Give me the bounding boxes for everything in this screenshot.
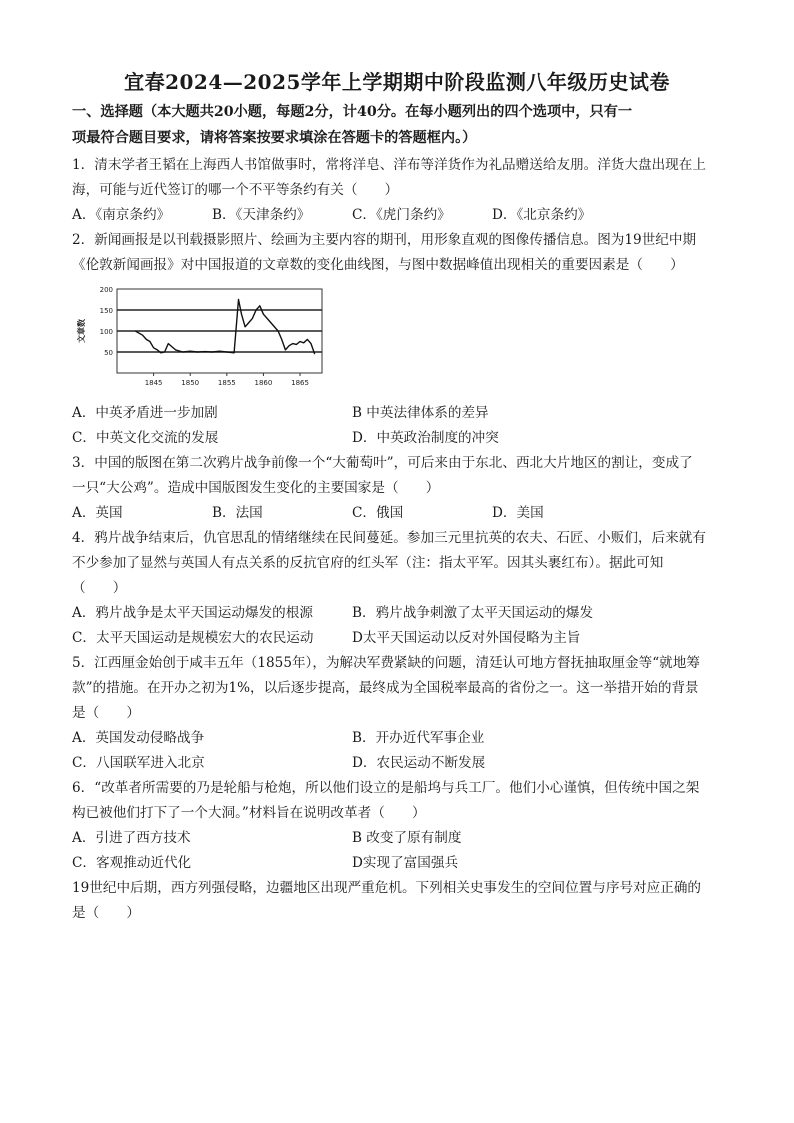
question-1-option-b: B．《天津条约》	[212, 207, 311, 223]
question-1-option-d: D．《北京条约》	[492, 207, 592, 223]
question-3-option-d: D．美国	[492, 505, 544, 521]
question-3-line1: 3．中国的版图在第二次鸦片战争前像一个“大葡萄叶”，可后来由于东北、西北大片地区的割让，变成了	[72, 455, 693, 471]
page-title: 宜春2024—2025学年上学期期中阶段监测八年级历史试卷	[124, 70, 670, 94]
question-2-option-a: A．中英矛盾进一步加剧	[72, 405, 218, 421]
question-2-option-b: B 中英法律体系的差异	[352, 405, 489, 421]
chart-xtick-label: 1850	[181, 379, 200, 387]
chart-ytick-label: 200	[99, 286, 113, 294]
question-4-option-d: D太平天国运动以反对外国侵略为主旨	[352, 630, 581, 646]
question-4-line3: （ ）	[72, 580, 127, 596]
question-5-option-b: B．开办近代军事企业	[352, 730, 485, 746]
chart-xtick-label: 1855	[217, 379, 236, 387]
section-heading-line1: 一、选择题（本大题共20小题，每题2分，计40分。在每小题列出的四个选项中，只有一	[72, 104, 633, 120]
chart-ytick-label: 100	[99, 328, 113, 336]
question-3-line2: 一只“大公鸡”。造成中国版图发生变化的主要国家是（ ）	[72, 480, 440, 496]
section-heading-line2: 项最符合题目要求，请将答案按要求填涂在答题卡的答题框内。）	[72, 130, 477, 146]
question-2-option-d: D．中英政治制度的冲突	[352, 430, 499, 446]
question-7-line2: 是（ ）	[72, 905, 140, 921]
article-count-chart	[72, 283, 332, 398]
question-3-option-a: A．英国	[72, 505, 123, 521]
question-3-option-b: B．法国	[212, 505, 263, 521]
question-5-option-d: D．农民运动不断发展	[352, 755, 486, 771]
question-6-line2: 构已被他们打下了一个大洞。”材料旨在说明改革者（ ）	[72, 805, 426, 821]
chart-xtick-label: 1865	[291, 379, 309, 387]
question-1-option-a: A．《南京条约》	[72, 207, 171, 223]
question-6-line1: 6．“改革者所需要的乃是轮船与枪炮，所以他们设立的是船坞与兵工厂。他们小心谨慎，但传统中国之架	[72, 780, 700, 796]
question-1-line1: 1．清末学者王韬在上海西人书馆做事时，常将洋皂、洋布等洋货作为礼品赠送给友朋。洋货大盘出现在上	[72, 157, 706, 173]
question-4-option-b: B．鸦片战争刺激了太平天国运动的爆发	[352, 605, 594, 621]
chart-ytick-label: 50	[104, 349, 113, 357]
question-4-line2: 不少参加了显然与英国人有点关系的反抗官府的红头军（注：指太平军。因其头裹红布）。据此可知	[72, 555, 664, 571]
question-2-option-c: C．中英文化交流的发展	[72, 430, 219, 446]
question-5-option-c: C．八国联军进入北京	[72, 755, 205, 771]
question-1-option-c: C．《虎门条约》	[352, 207, 451, 223]
chart-ylabel: 文章数	[77, 319, 86, 343]
question-5-line2: 款”的措施。在开办之初为1%，以后逐步提高，最终成为全国税率最高的省份之一。这一举措开始的背景	[72, 680, 699, 696]
question-1-line2: 海，可能与近代签订的哪一个不平等条约有关（ ）	[72, 182, 399, 198]
question-4-option-c: C．太平天国运动是规模宏大的农民运动	[72, 630, 314, 646]
question-7-line1: 19世纪中后期，西方列强侵略，边疆地区出现严重危机。下列相关史事发生的空间位置与序号对应正确的	[72, 880, 702, 896]
question-6-option-c: C．客观推动近代化	[72, 855, 192, 871]
chart-xtick-label: 1845	[144, 379, 163, 387]
question-5-line3: 是（ ）	[72, 705, 140, 721]
article-count-chart-svg	[72, 283, 332, 398]
question-2-line2: 《伦敦新闻画报》对中国报道的文章数的变化曲线图，与图中数据峰值出现相关的重要因素是（ ）	[72, 257, 684, 273]
chart-xtick-label: 1860	[254, 379, 273, 387]
question-6-option-b: B 改变了原有制度	[352, 830, 462, 846]
chart-series-line	[135, 300, 314, 355]
question-4-option-a: A．鸦片战争是太平天国运动爆发的根源	[72, 605, 313, 621]
chart-ytick-label: 150	[99, 307, 113, 315]
question-6-option-d: D实现了富国强兵	[352, 855, 459, 871]
question-3-option-c: C．俄国	[352, 505, 404, 521]
question-5-option-a: A．英国发动侵略战争	[72, 730, 205, 746]
question-5-line1: 5．江西厘金始创于咸丰五年（1855年），为解决军费紧缺的问题，清廷认可地方督抚抽取厘金等“就地筹	[72, 655, 700, 671]
question-2-line1: 2．新闻画报是以刊载摄影照片、绘画为主要内容的期刊，用形象直观的图像传播信息。图为19世纪中期	[72, 232, 697, 248]
question-6-option-a: A．引进了西方技术	[72, 830, 191, 846]
question-4-line1: 4．鸦片战争结束后，仇官思乱的情绪继续在民间蔓延。参加三元里抗英的农夫、石匠、小贩们，后来就有	[72, 530, 706, 546]
